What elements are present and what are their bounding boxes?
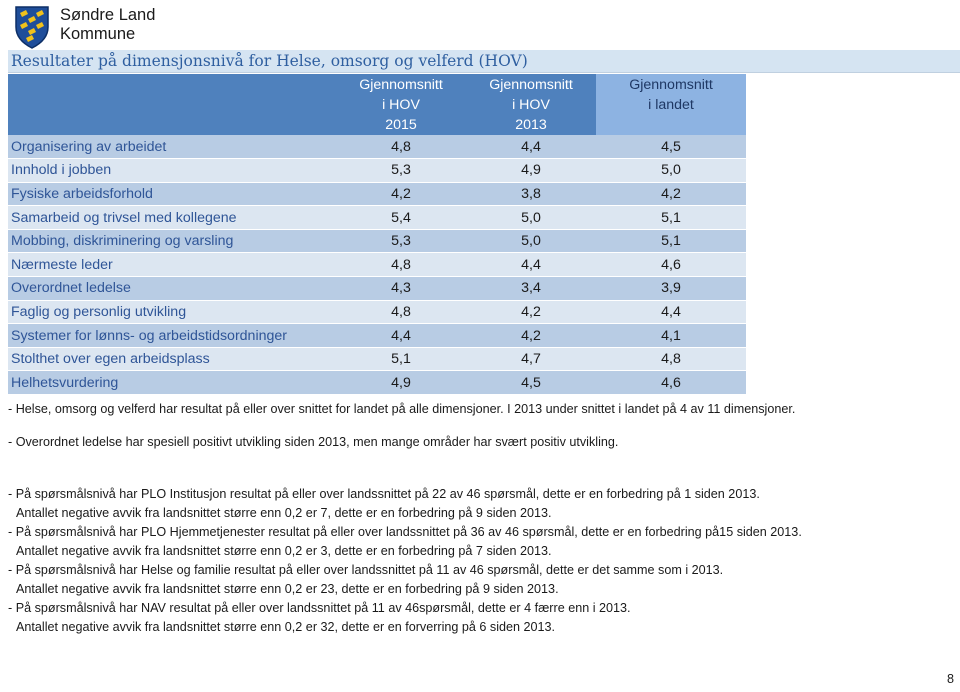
table-row bbox=[8, 277, 746, 301]
table-row bbox=[8, 371, 746, 395]
row-label: Fysiske arbeidsforhold bbox=[8, 182, 336, 206]
section-title-bar bbox=[8, 50, 960, 73]
header-national-average bbox=[596, 74, 746, 135]
table-row bbox=[8, 229, 746, 253]
notes-section bbox=[8, 400, 958, 637]
value-national: 4,1 bbox=[596, 324, 746, 348]
value-2015: 4,8 bbox=[336, 135, 466, 159]
table-row bbox=[8, 159, 746, 183]
note-plo-hjemmetjenester-avvik: Antallet negative avvik fra landsnittet større enn 0,2 er 3, dette er en forbedring på 7 siden 2013. bbox=[16, 544, 552, 558]
value-national: 4,6 bbox=[596, 253, 746, 277]
header-line: i landet bbox=[648, 97, 694, 113]
value-2015: 4,4 bbox=[336, 324, 466, 348]
value-2013: 5,0 bbox=[466, 206, 596, 230]
dimension-results-table bbox=[8, 74, 746, 395]
header-line: Gjennomsnitt bbox=[629, 77, 713, 93]
value-2013: 4,5 bbox=[466, 371, 596, 395]
value-2013: 3,4 bbox=[466, 277, 596, 301]
note-helse-familie: - På spørsmålsnivå har Helse og familie resultat på eller over landssnittet på 11 av 46 spørsmål, dette er det samme som i 2013. bbox=[8, 563, 724, 577]
value-2015: 5,3 bbox=[336, 229, 466, 253]
value-national: 4,2 bbox=[596, 182, 746, 206]
value-2013: 4,4 bbox=[466, 135, 596, 159]
row-label: Systemer for lønns- og arbeidstidsordninger bbox=[8, 324, 336, 348]
value-2015: 4,8 bbox=[336, 300, 466, 324]
row-label: Organisering av arbeidet bbox=[8, 135, 336, 159]
note-plo-institusjon: - På spørsmålsnivå har PLO Institusjon resultat på eller over landssnittet på 22 av 46 spørsmål, dette er en forbedring på 1 siden 2013. bbox=[8, 487, 760, 501]
value-2013: 3,8 bbox=[466, 182, 596, 206]
org-name-line1: Søndre Land bbox=[60, 6, 156, 24]
note-helse-familie-avvik: Antallet negative avvik fra landsnittet større enn 0,2 er 23, dette er en forbedring på 9 siden 2013. bbox=[16, 582, 559, 596]
value-2013: 4,4 bbox=[466, 253, 596, 277]
table-row bbox=[8, 347, 746, 371]
note-plo-hjemmetjenester: - På spørsmålsnivå har PLO Hjemmetjenester resultat på eller over landssnittet på 36 av 46 spørsmål, dette er en forbedring på15 siden 2013. bbox=[8, 525, 802, 539]
note-nav: - På spørsmålsnivå har NAV resultat på eller over landssnittet på 11 av 46spørsmål, dette er 4 færre enn i 2013. bbox=[8, 601, 631, 615]
row-label: Mobbing, diskriminering og varsling bbox=[8, 229, 336, 253]
header-line: 2013 bbox=[515, 117, 547, 133]
header-line: Gjennomsnitt bbox=[489, 77, 573, 93]
value-2015: 5,3 bbox=[336, 159, 466, 183]
row-label: Faglig og personlig utvikling bbox=[8, 300, 336, 324]
header-line: i HOV bbox=[382, 97, 420, 113]
value-2015: 4,3 bbox=[336, 277, 466, 301]
value-national: 5,0 bbox=[596, 159, 746, 183]
table-header-row bbox=[8, 74, 746, 135]
value-national: 5,1 bbox=[596, 206, 746, 230]
value-2013: 4,9 bbox=[466, 159, 596, 183]
value-national: 4,6 bbox=[596, 371, 746, 395]
note-plo-institusjon-avvik: Antallet negative avvik fra landsnittet større enn 0,2 er 7, dette er en forbedring på 9 siden 2013. bbox=[16, 506, 552, 520]
page-number: 8 bbox=[946, 672, 954, 686]
value-2013: 5,0 bbox=[466, 229, 596, 253]
section-title: Resultater på dimensjonsnivå for Helse, omsorg og velferd (HOV) bbox=[11, 52, 528, 70]
org-name-line2: Kommune bbox=[60, 25, 136, 43]
value-2013: 4,7 bbox=[466, 347, 596, 371]
municipality-name bbox=[60, 6, 155, 44]
value-2015: 4,8 bbox=[336, 253, 466, 277]
row-label: Samarbeid og trivsel med kollegene bbox=[8, 206, 336, 230]
table-row bbox=[8, 135, 746, 159]
row-label: Innhold i jobben bbox=[8, 159, 336, 183]
row-label: Nærmeste leder bbox=[8, 253, 336, 277]
value-national: 4,5 bbox=[596, 135, 746, 159]
note-nav-avvik: Antallet negative avvik fra landsnittet større enn 0,2 er 32, dette er en forverring på 6 siden 2013. bbox=[16, 620, 556, 634]
value-national: 5,1 bbox=[596, 229, 746, 253]
table-row bbox=[8, 253, 746, 277]
note-overall: - Helse, omsorg og velferd har resultat på eller over snittet for landet på alle dimensjoner. I 2013 under snittet i landet på 4 av 11 dimensjoner. bbox=[8, 402, 796, 416]
row-label: Stolthet over egen arbeidsplass bbox=[8, 347, 336, 371]
value-2015: 4,2 bbox=[336, 182, 466, 206]
row-label: Helhetsvurdering bbox=[8, 371, 336, 395]
header-blank-cell bbox=[8, 74, 336, 135]
value-2013: 4,2 bbox=[466, 300, 596, 324]
value-national: 4,8 bbox=[596, 347, 746, 371]
header-line: Gjennomsnitt bbox=[359, 77, 443, 93]
header-line: i HOV bbox=[512, 97, 550, 113]
header-line: 2015 bbox=[385, 117, 417, 133]
note-leadership: - Overordnet ledelse har spesiell positivt utvikling siden 2013, men mange områder har svært positiv utvikling. bbox=[8, 435, 619, 449]
value-2015: 5,1 bbox=[336, 347, 466, 371]
table-row bbox=[8, 206, 746, 230]
municipality-coat-of-arms-logo bbox=[14, 5, 50, 49]
row-label: Overordnet ledelse bbox=[8, 277, 336, 301]
value-2015: 4,9 bbox=[336, 371, 466, 395]
table-row bbox=[8, 182, 746, 206]
value-national: 3,9 bbox=[596, 277, 746, 301]
header-hov-2015 bbox=[336, 74, 466, 135]
value-2013: 4,2 bbox=[466, 324, 596, 348]
value-national: 4,4 bbox=[596, 300, 746, 324]
header-hov-2013 bbox=[466, 74, 596, 135]
table-row bbox=[8, 324, 746, 348]
value-2015: 5,4 bbox=[336, 206, 466, 230]
table-row bbox=[8, 300, 746, 324]
